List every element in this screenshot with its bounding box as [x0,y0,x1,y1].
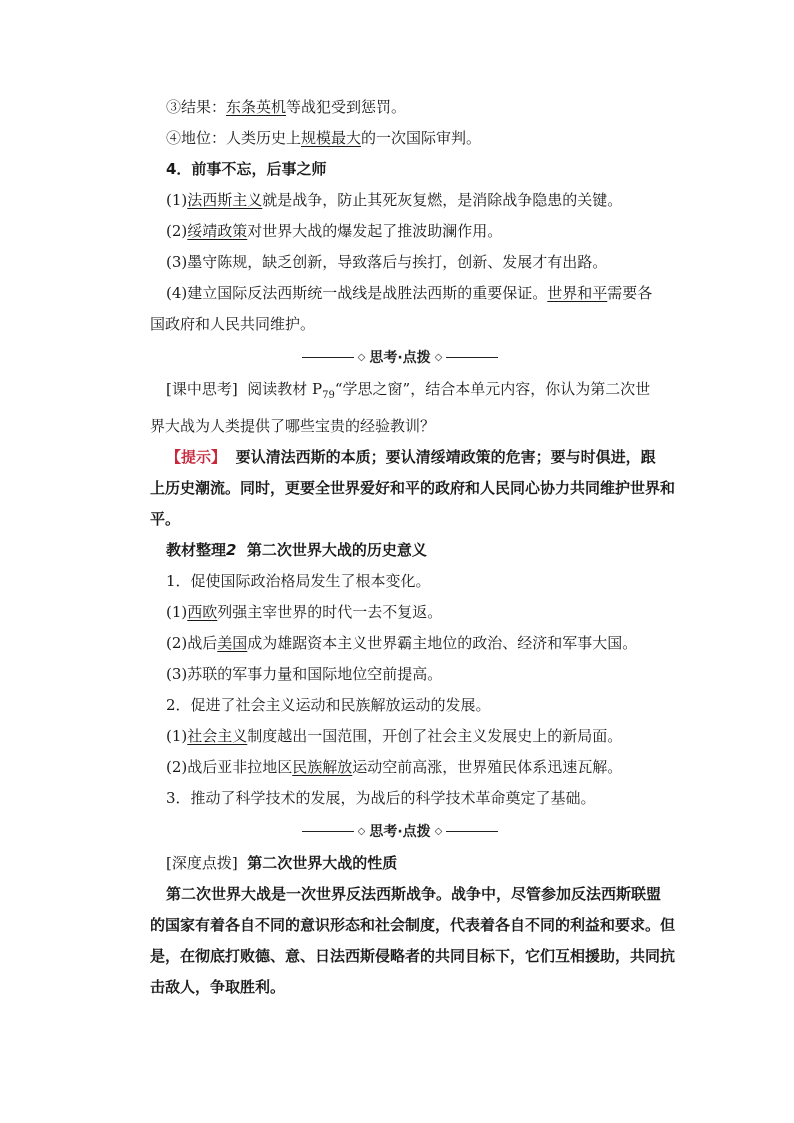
status-item: ④地位：人类历史上规模最大的一次国际审判。 [166,129,482,147]
underlined-term: 绥靖政策 [187,222,248,240]
deep-line-2: 的国家有着各自不同的意识形态和社会制度，代表着各自不同的利益和要求。但 [150,916,676,934]
hint-tag: 【提示】 [166,448,227,466]
lesson-2: (2)绥靖政策对世界大战的爆发起了推波助澜作用。 [166,222,503,240]
significance-2: 2．促进了社会主义运动和民族解放运动的发展。 [166,696,491,714]
deep-line-3: 是，在彻底打败德、意、日法西斯侵略者的共同目标下，它们互相援助，共同抗 [150,947,676,965]
deep-line-1: 第二次世界大战是一次世界反法西斯战争。战争中，尽管参加反法西斯联盟 [166,885,662,903]
result-item: ③结果：东条英机等战犯受到惩罚。 [166,98,407,116]
think-question-cont: 界大战为人类提供了哪些宝贵的经验教训？ [150,417,436,435]
deep-line-4: 击敌人，争取胜利。 [150,978,286,996]
lesson-3: (3)墨守陈规，缺乏创新，导致落后与挨打，创新、发展才有出路。 [166,253,608,271]
underlined-term: 世界和平 [547,284,608,302]
hint-line: 【提示】 要认清法西斯的本质；要认清绥靖政策的危害；要与时俱进，跟 [166,448,656,466]
diamond-icon: ◇ [434,825,443,837]
think-question: [课中思考] 阅读教材 $P_{79}“$学思之窗”，结合本单元内容，你认为第二次世 [166,380,651,401]
underlined-term: 民族解放 [292,758,353,776]
lesson-4: (4)建立国际反法西斯统一战线是战胜法西斯的重要保证。世界和平需要各 [166,284,653,302]
hint-line-2: 上历史潮流。同时，更要全世界爱好和平的政府和人民同心协力共同维护世界和 [150,479,676,497]
underlined-term: 规模最大 [301,129,362,147]
significance-1-1: (1)西欧列强主宰世界的时代一去不复返。 [166,603,443,621]
lesson-1: (1)法西斯主义就是战争，防止其死灰复燃，是消除战争隐患的关键。 [166,191,623,209]
underlined-term: 法西斯主义 [187,191,263,209]
hint-line-3: 平。 [150,510,181,528]
significance-1-3: (3)苏联的军事力量和国际地位空前提高。 [166,665,443,683]
underlined-term: 东条英机 [226,98,287,116]
significance-3: 3．推动了科学技术的发展，为战后的科学技术革命奠定了基础。 [166,789,596,807]
significance-2-2: (2)战后亚非拉地区民族解放运动空前高涨，世界殖民体系迅速瓦解。 [166,758,623,776]
think-tag: [课中思考] [166,380,238,398]
deep-tag: [深度点拨] [166,854,238,872]
underlined-term: 社会主义 [187,727,248,745]
underlined-term: 美国 [217,634,248,652]
section-divider: ◇ 思考·点拨 ◇ [150,814,650,848]
diamond-icon: ◇ [357,351,366,363]
page-content [150,92,676,1003]
lesson-4-cont: 国政府和人民共同维护。 [150,315,316,333]
heading-lessons: 4．前事不忘，后事之师 [166,160,327,178]
significance-2-1: (1)社会主义制度越出一国范围，开创了社会主义发展史上的新局面。 [166,727,623,745]
deep-heading: [深度点拨] 第二次世界大战的性质 [166,854,398,872]
diamond-icon: ◇ [357,825,366,837]
section-divider: ◇ 思考·点拨 ◇ [150,340,650,374]
section2-title: 教材整理2 第二次世界大战的历史意义 [166,541,427,559]
diamond-icon: ◇ [434,351,443,363]
significance-1-2: (2)战后美国成为雄踞资本主义世界霸主地位的政治、经济和军事大国。 [166,634,638,652]
significance-1: 1．促使国际政治格局发生了根本变化。 [166,572,431,590]
underlined-term: 西欧 [187,603,218,621]
